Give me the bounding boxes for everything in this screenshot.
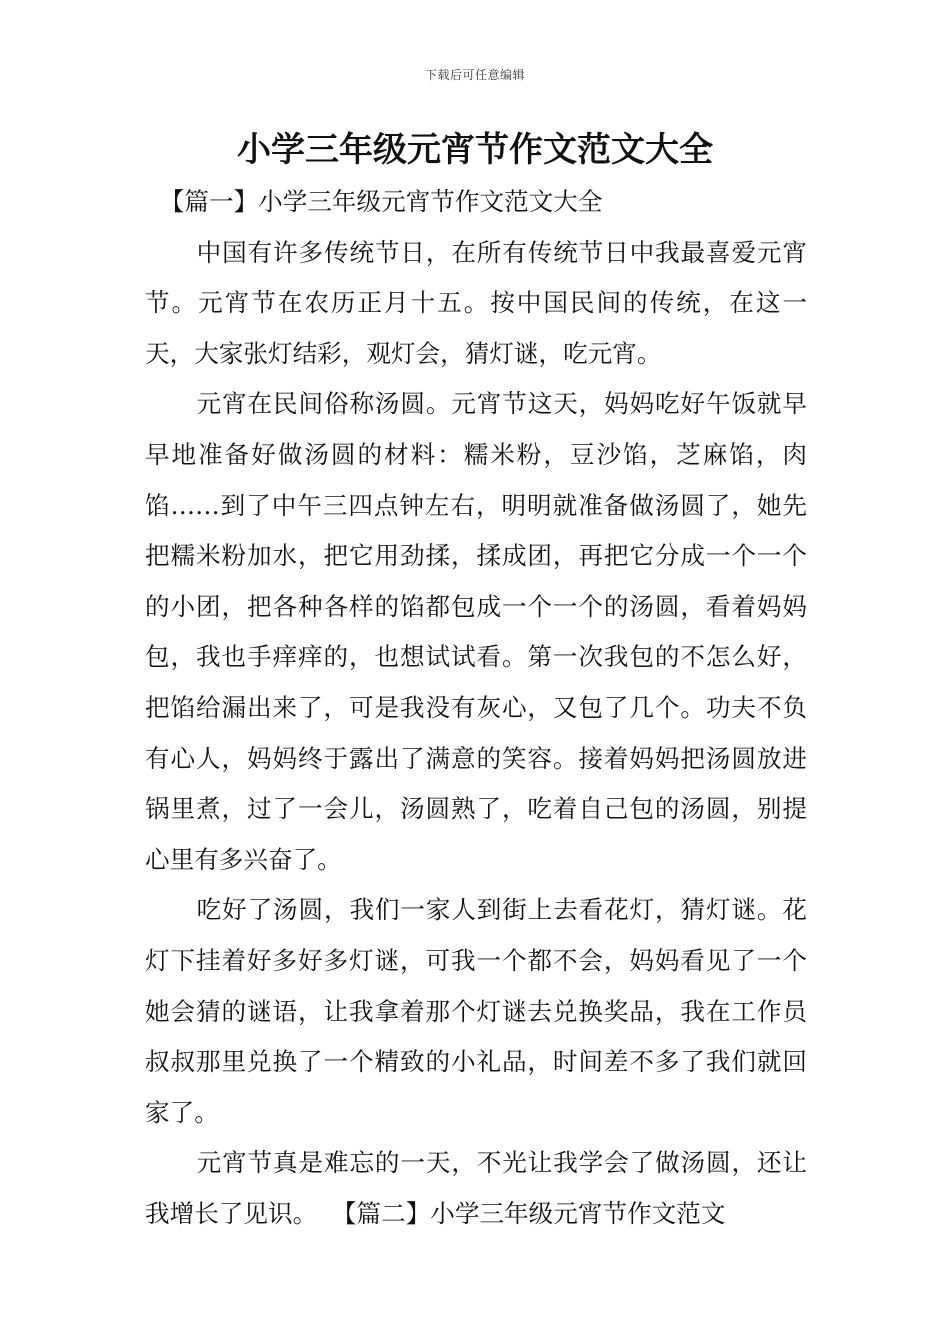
paragraph-4	[145, 1138, 807, 1239]
header-note: 下载后可任意编辑	[424, 68, 525, 82]
section-heading-2: 【篇二】小学三年级元宵节作文范文	[344, 1198, 726, 1228]
document-title: 小学三年级元宵节作文范文大全	[237, 130, 713, 170]
paragraph-3: 吃好了汤圆，我们一家人到街上去看花灯，猜灯谜。花灯下挂着好多好多灯谜，可我一个都不会，妈妈看见了一个她会猜的谜语，让我拿着那个灯谜去兑换奖品，我在工作员叔叔那里兑换了一个精致的小礼品，时间差不多了我们就回家了。	[145, 895, 807, 1127]
paragraph-4-text: 元宵节真是难忘的一天，不光让我学会了做汤圆，还让我增长了见识。	[145, 1148, 807, 1228]
document-body	[145, 177, 807, 1239]
paragraph-2: 元宵在民间俗称汤圆。元宵节这天，妈妈吃好午饭就早早地准备好做汤圆的材料：糯米粉，豆沙馅，芝麻馅，肉馅……到了中午三四点钟左右，明明就准备做汤圆了，她先把糯米粉加水，把它用劲揉，揉成团，再把它分成一个一个的小团，把各种各样的馅都包成一个一个的汤圆，看着妈妈包，我也手痒痒的，也想试试看。第一次我包的不怎么好，把馅给漏出来了，可是我没有灰心，又包了几个。功夫不负有心人，妈妈终于露出了满意的笑容。接着妈妈把汤圆放进锅里煮，过了一会儿，汤圆熟了，吃着自己包的汤圆，别提心里有多兴奋了。	[145, 389, 807, 874]
section-heading-1: 【篇一】小学三年级元宵节作文范文大全	[159, 187, 603, 216]
paragraph-1: 中国有许多传统节日，在所有传统节日中我最喜爱元宵节。元宵节在农历正月十五。按中国民间的传统，在这一天，大家张灯结彩，观灯会，猜灯谜，吃元宵。	[145, 237, 807, 368]
